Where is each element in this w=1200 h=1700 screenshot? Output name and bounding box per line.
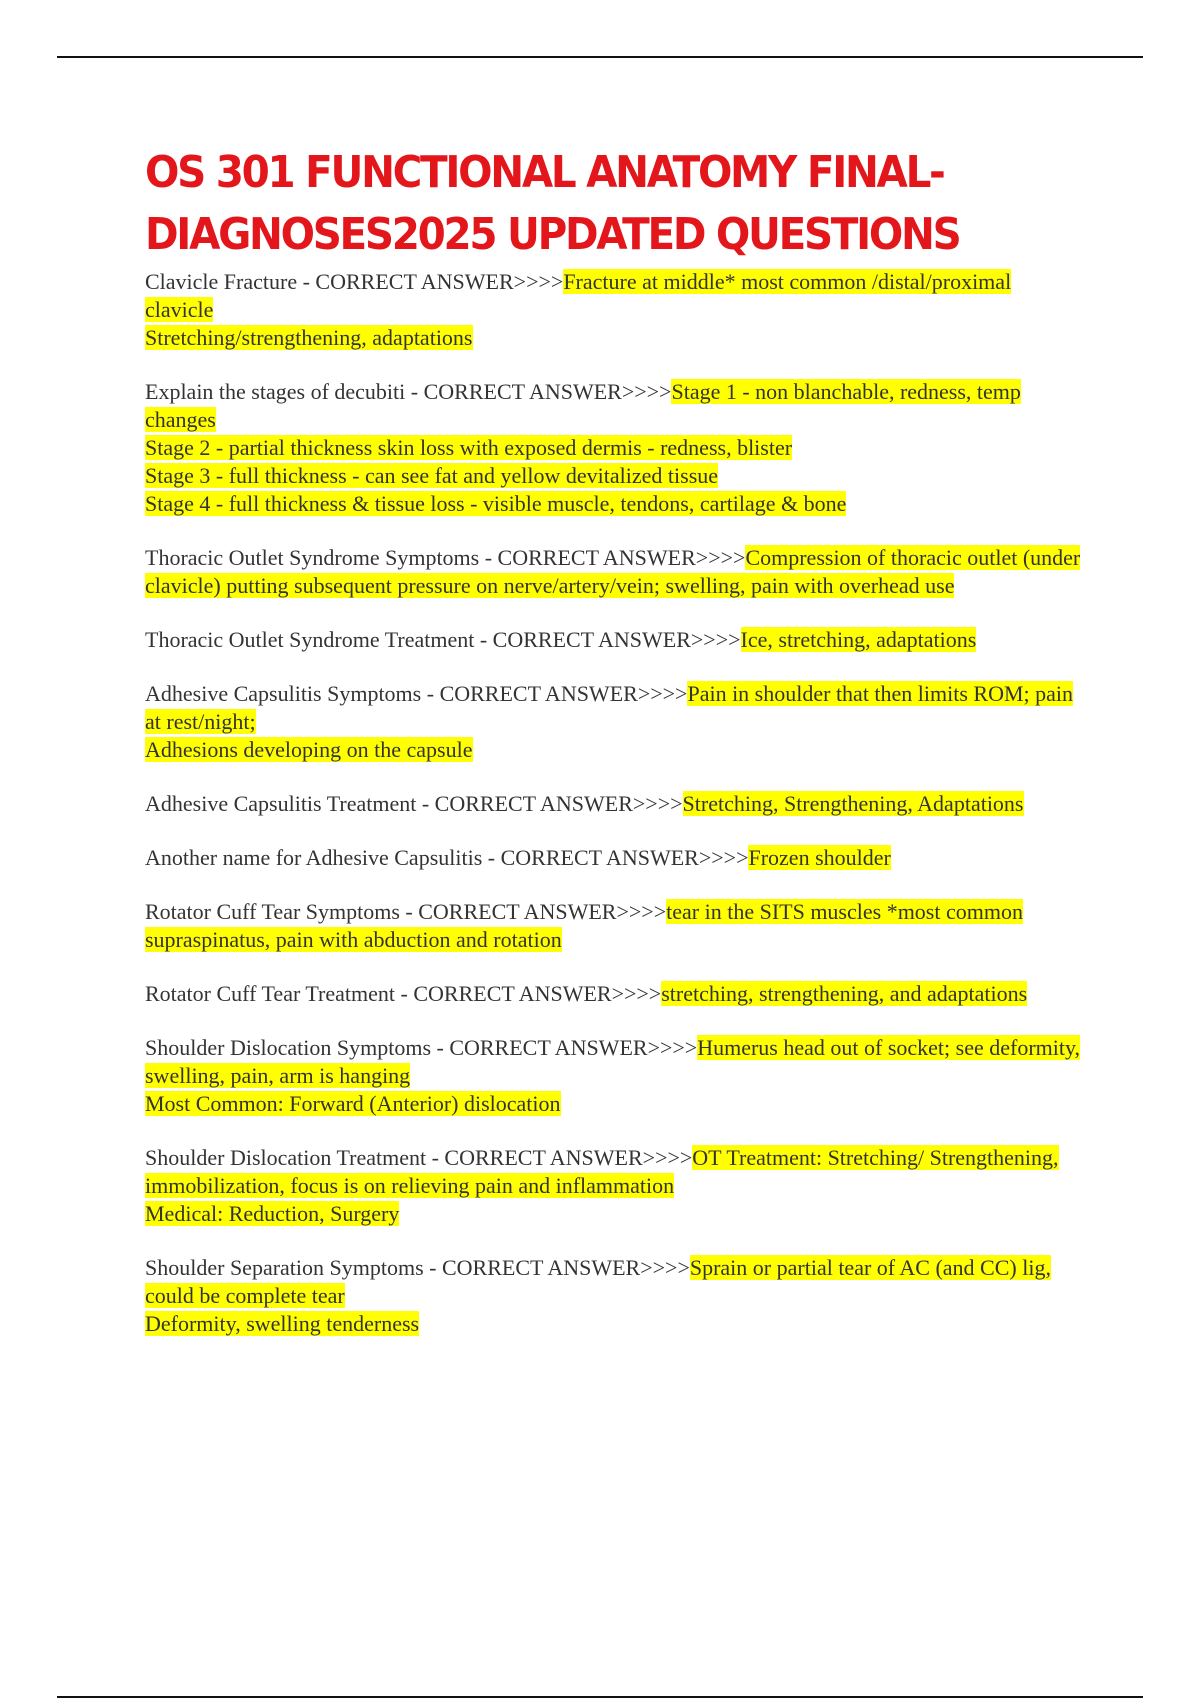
title-line: DIAGNOSES2025 UPDATED QUESTIONS [145, 209, 960, 260]
answer-text: Ice, stretching, adaptations [740, 627, 977, 652]
question-text: Shoulder Separation Symptoms [145, 1255, 424, 1280]
answer-text: Stretching/strengthening, adaptations [145, 325, 473, 350]
question-text: Adhesive Capsulitis Symptoms [145, 681, 422, 706]
qa-item [145, 680, 1085, 764]
answer-text: Most Common: Forward (Anterior) dislocation [145, 1091, 561, 1116]
question-text: Clavicle Fracture [145, 269, 298, 294]
answer-text: Fracture at middle* most common /distal/proximal clavicle [145, 269, 1012, 322]
question-text: Explain the stages of decubiti [145, 379, 406, 404]
answer-text: Stage 2 - partial thickness skin loss with exposed dermis - redness, blister [145, 435, 793, 460]
answer-text: Frozen shoulder [748, 845, 891, 870]
qa-item [145, 544, 1085, 600]
correct-answer-separator: - CORRECT ANSWER>>>> [399, 899, 667, 924]
question-text: Thoracic Outlet Syndrome Treatment [145, 627, 475, 652]
qa-item [145, 790, 1085, 818]
answer-text: tear in the SITS muscles *most common supraspinatus, pain with abduction and rotation [145, 899, 1023, 952]
qa-item [145, 898, 1085, 954]
correct-answer-separator: - CORRECT ANSWER>>>> [405, 379, 672, 404]
title-line: OS 301 FUNCTIONAL ANATOMY FINAL- [145, 147, 944, 198]
correct-answer-separator: - CORRECT ANSWER>>>> [416, 791, 683, 816]
document-body [145, 142, 1085, 1364]
question-text: Rotator Cuff Tear Symptoms [145, 899, 400, 924]
answer-text: Compression of thoracic outlet (under clavicle) putting subsequent pressure on nerve/artery/vein; swelling, pain with overhead use [145, 545, 1081, 598]
answer-text: Adhesions developing on the capsule [145, 737, 473, 762]
correct-answer-separator: - CORRECT ANSWER>>>> [482, 845, 749, 870]
question-text: Rotator Cuff Tear Treatment [145, 981, 396, 1006]
bottom-rule [57, 1696, 1143, 1698]
qa-item [145, 378, 1085, 518]
answer-text: Humerus head out of socket; see deformity, swelling, pain, arm is hanging [145, 1035, 1081, 1088]
document-title [145, 142, 1079, 266]
qa-item [145, 844, 1085, 872]
correct-answer-separator: - CORRECT ANSWER>>>> [395, 981, 662, 1006]
qa-list [145, 268, 1085, 1338]
correct-answer-separator: - CORRECT ANSWER>>>> [423, 1255, 690, 1280]
answer-text: OT Treatment: Stretching/ Strengthening, immobilization, focus is on relieving pain and inflammation [145, 1145, 1059, 1198]
answer-text: Pain in shoulder that then limits ROM; pain at rest/night; [145, 681, 1074, 734]
correct-answer-separator: - CORRECT ANSWER>>>> [474, 627, 741, 652]
answer-text: Sprain or partial tear of AC (and CC) lig, could be complete tear [145, 1255, 1051, 1308]
qa-item [145, 268, 1085, 352]
qa-item [145, 1254, 1085, 1338]
question-text: Adhesive Capsulitis Treatment [145, 791, 417, 816]
answer-text: Stage 4 - full thickness & tissue loss - visible muscle, tendons, cartilage & bone [145, 491, 847, 516]
top-rule [57, 56, 1143, 58]
qa-item [145, 1034, 1085, 1118]
answer-text: Stretching, Strengthening, Adaptations [682, 791, 1024, 816]
correct-answer-separator: - CORRECT ANSWER>>>> [426, 1145, 693, 1170]
correct-answer-separator: - CORRECT ANSWER>>>> [297, 269, 564, 294]
qa-item [145, 1144, 1085, 1228]
correct-answer-separator: - CORRECT ANSWER>>>> [421, 681, 688, 706]
answer-text: Deformity, swelling tenderness [145, 1311, 420, 1336]
question-text: Shoulder Dislocation Symptoms [145, 1035, 431, 1060]
answer-text: stretching, strengthening, and adaptations [661, 981, 1028, 1006]
correct-answer-separator: - CORRECT ANSWER>>>> [479, 545, 746, 570]
qa-item [145, 980, 1085, 1008]
question-text: Another name for Adhesive Capsulitis [145, 845, 483, 870]
question-text: Shoulder Dislocation Treatment [145, 1145, 427, 1170]
answer-text: Medical: Reduction, Surgery [145, 1201, 400, 1226]
question-text: Thoracic Outlet Syndrome Symptoms [145, 545, 480, 570]
answer-text: Stage 1 - non blanchable, redness, temp changes [145, 379, 1021, 432]
qa-item [145, 626, 1085, 654]
correct-answer-separator: - CORRECT ANSWER>>>> [431, 1035, 698, 1060]
answer-text: Stage 3 - full thickness - can see fat and yellow devitalized tissue [145, 463, 719, 488]
